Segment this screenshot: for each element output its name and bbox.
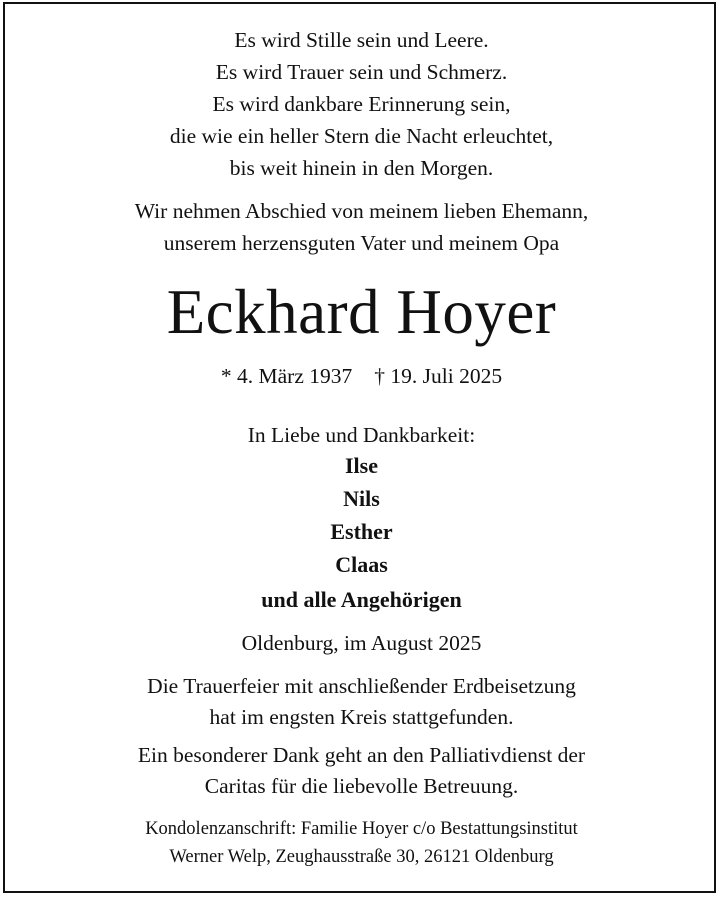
poem-line: Es wird Stille sein und Leere. bbox=[234, 28, 489, 52]
place-date: Oldenburg, im August 2025 bbox=[241, 631, 482, 655]
ceremony-line: Die Trauerfeier mit anschließender Erdbeisetzung bbox=[147, 674, 576, 698]
mourner-name: und alle Angehörigen bbox=[261, 587, 462, 612]
intro-line: Wir nehmen Abschied von meinem lieben Ehemann, bbox=[134, 199, 589, 223]
birth-date: * 4. März 1937 bbox=[220, 364, 353, 388]
mourners-intro: In Liebe und Dankbarkeit: bbox=[247, 423, 476, 447]
mourner-name: Esther bbox=[330, 519, 393, 544]
mourner-name: Ilse bbox=[345, 453, 378, 478]
life-dates bbox=[0, 364, 723, 388]
poem-line: die wie ein heller Stern die Nacht erleuchtet, bbox=[169, 124, 554, 148]
poem-line: Es wird dankbare Erinnerung sein, bbox=[212, 92, 511, 116]
thanks-line: Ein besonderer Dank geht an den Palliativdienst der bbox=[137, 743, 586, 767]
condolence-address-line: Kondolenzanschrift: Familie Hoyer c/o Bestattungsinstitut bbox=[145, 819, 578, 839]
deceased-name: Eckhard Hoyer bbox=[166, 277, 557, 347]
poem-line: Es wird Trauer sein und Schmerz. bbox=[215, 60, 508, 84]
death-date: † 19. Juli 2025 bbox=[374, 364, 503, 388]
ceremony-line: hat im engsten Kreis stattgefunden. bbox=[209, 705, 514, 729]
condolence-address-line: Werner Welp, Zeughausstraße 30, 26121 Oldenburg bbox=[169, 847, 554, 867]
mourner-name: Nils bbox=[343, 486, 380, 511]
mourner-name: Claas bbox=[335, 552, 388, 577]
poem-line: bis weit hinein in den Morgen. bbox=[229, 156, 494, 180]
intro-line: unserem herzensguten Vater und meinem Opa bbox=[163, 231, 560, 255]
thanks-line: Caritas für die liebevolle Betreuung. bbox=[204, 774, 519, 798]
